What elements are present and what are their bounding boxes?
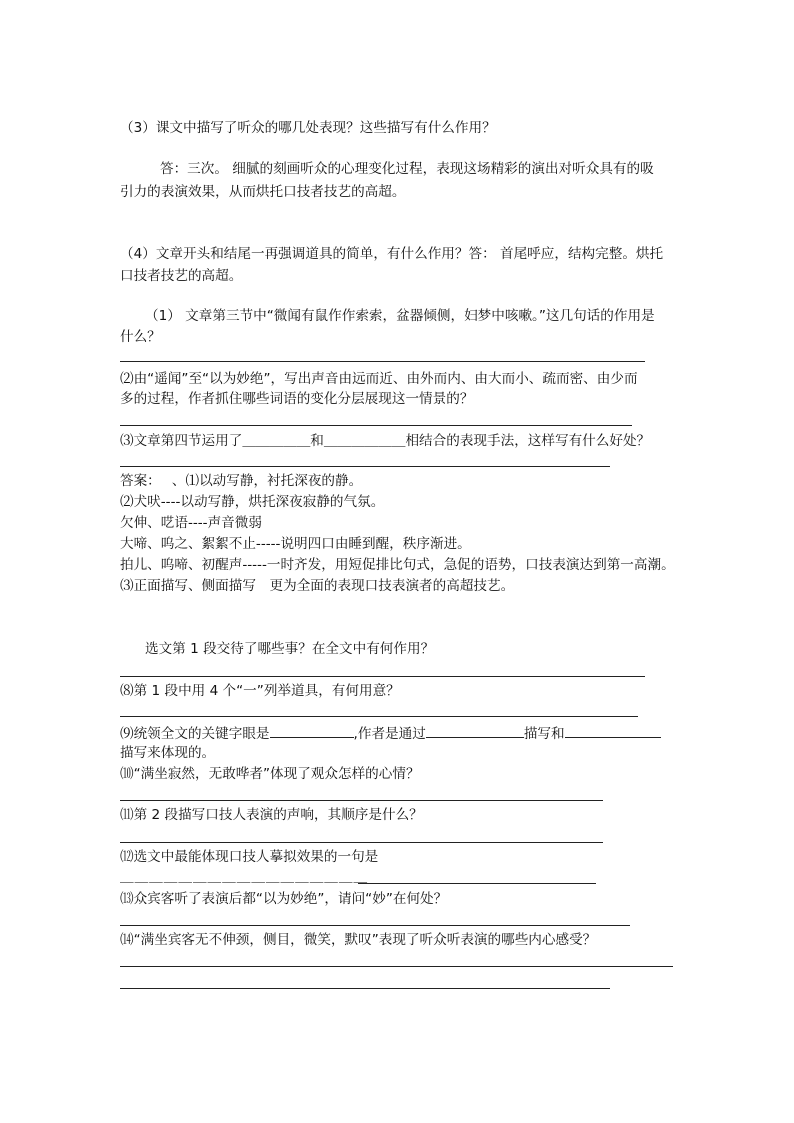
ex1-q3: ⑶文章第四节运用了＿＿＿＿＿和＿＿＿＿＿＿相结合的表现手法，这样写有什么好处？ bbox=[120, 433, 651, 449]
answers-line5: 拍儿、呜啼、初醒声-----一时齐发，用短促排比句式，急促的语势，口技表演达到第一高潮。 bbox=[120, 557, 675, 573]
answers-line6: ⑶正面描写、侧面描写 更为全面的表现口技表演者的高超技艺。 bbox=[120, 578, 515, 594]
answer-line bbox=[120, 842, 603, 843]
ex2-q14: ⒁“满坐宾客无不伸颈，侧目，微笑，默叹”表现了听众听表演的哪些内心感受？ bbox=[120, 932, 597, 948]
q4-line2: 口技者技艺的高超。 bbox=[120, 268, 243, 284]
q3-question: （3）课文中描写了听众的哪几处表现？这些描写有什么作用？ bbox=[120, 120, 496, 136]
answer-line bbox=[358, 883, 596, 884]
q9-text-a: ⑼统领全文的关键字眼是 bbox=[120, 726, 270, 742]
ex2-q10: ⑽“满坐寂然，无敢哗者”体现了观众怎样的心情？ bbox=[120, 766, 420, 782]
answer-line bbox=[120, 966, 673, 967]
q9-text-c: 描写和 bbox=[523, 726, 565, 742]
q3-answer-line2: 引力的表演效果，从而烘托口技者技艺的高超。 bbox=[120, 184, 406, 200]
ex2-q9-line2: 描写来体现的。 bbox=[120, 745, 216, 761]
ex1-q1-line2: 什么？ bbox=[120, 329, 161, 345]
ex2-intro-question: 选文第 1 段交待了哪些事？在全文中有何作用？ bbox=[145, 641, 435, 657]
q3-answer-line1: 答：三次。 细腻的刻画听众的心理变化过程，表现这场精彩的演出对听众具有的吸 bbox=[160, 161, 654, 177]
blank-description-1[interactable] bbox=[426, 723, 524, 738]
ex1-q1-line1: （1） 文章第三节中“微闻有鼠作作索索，盆器倾侧，妇梦中咳嗽。”这几句话的作用是 bbox=[145, 308, 655, 324]
q4-line1: （4）文章开头和结尾一再强调道具的简单，有什么作用？答： 首尾呼应，结构完整。烘托 bbox=[120, 246, 664, 262]
answers-line1: 答案： 、⑴以动写静，衬托深夜的静。 bbox=[120, 473, 363, 489]
q9-text-b: ,作者是通过 bbox=[353, 726, 426, 742]
answer-line bbox=[120, 716, 638, 717]
answer-line bbox=[120, 361, 645, 362]
ex2-q9-line1 bbox=[120, 723, 661, 743]
answer-line bbox=[120, 988, 610, 989]
blank-description-2[interactable] bbox=[565, 723, 661, 738]
answer-line bbox=[120, 466, 610, 467]
ex1-q2-line1: ⑵由“遥闻”至“以为妙绝”，写出声音由远而近、由外而内、由大而小、疏而密、由少而 bbox=[120, 371, 638, 387]
ex2-q13: ⒀众宾客听了表演后都“以为妙绝”，请问“妙”在何处？ bbox=[120, 891, 448, 907]
ex2-q12-blank[interactable]: ＿＿＿＿＿＿＿＿＿＿＿＿＿＿＿＿＿ bbox=[120, 869, 369, 885]
answer-line bbox=[120, 676, 645, 677]
blank-key-word[interactable] bbox=[270, 723, 354, 738]
answers-line2: ⑵犬吠----以动写静，烘托深夜寂静的气氛。 bbox=[120, 494, 385, 510]
answer-line bbox=[120, 425, 632, 426]
answers-line3: 欠伸、呓语----声音微弱 bbox=[120, 515, 262, 531]
answers-line4: 大啼、呜之、絮絮不止-----说明四口由睡到醒，秩序渐进。 bbox=[120, 536, 471, 552]
ex2-q8: ⑻第 1 段中用 4 个“一”列举道具，有何用意？ bbox=[120, 683, 400, 699]
answer-line bbox=[120, 800, 603, 801]
ex2-q12: ⑿选文中最能体现口技人摹拟效果的一句是 bbox=[120, 849, 379, 865]
ex1-q2-line2: 多的过程，作者抓住哪些词语的变化分层展现这一情景的？ bbox=[120, 391, 474, 407]
answer-line bbox=[120, 925, 630, 926]
ex2-q11: ⑾第 2 段描写口技人表演的声响，其顺序是什么？ bbox=[120, 807, 423, 823]
